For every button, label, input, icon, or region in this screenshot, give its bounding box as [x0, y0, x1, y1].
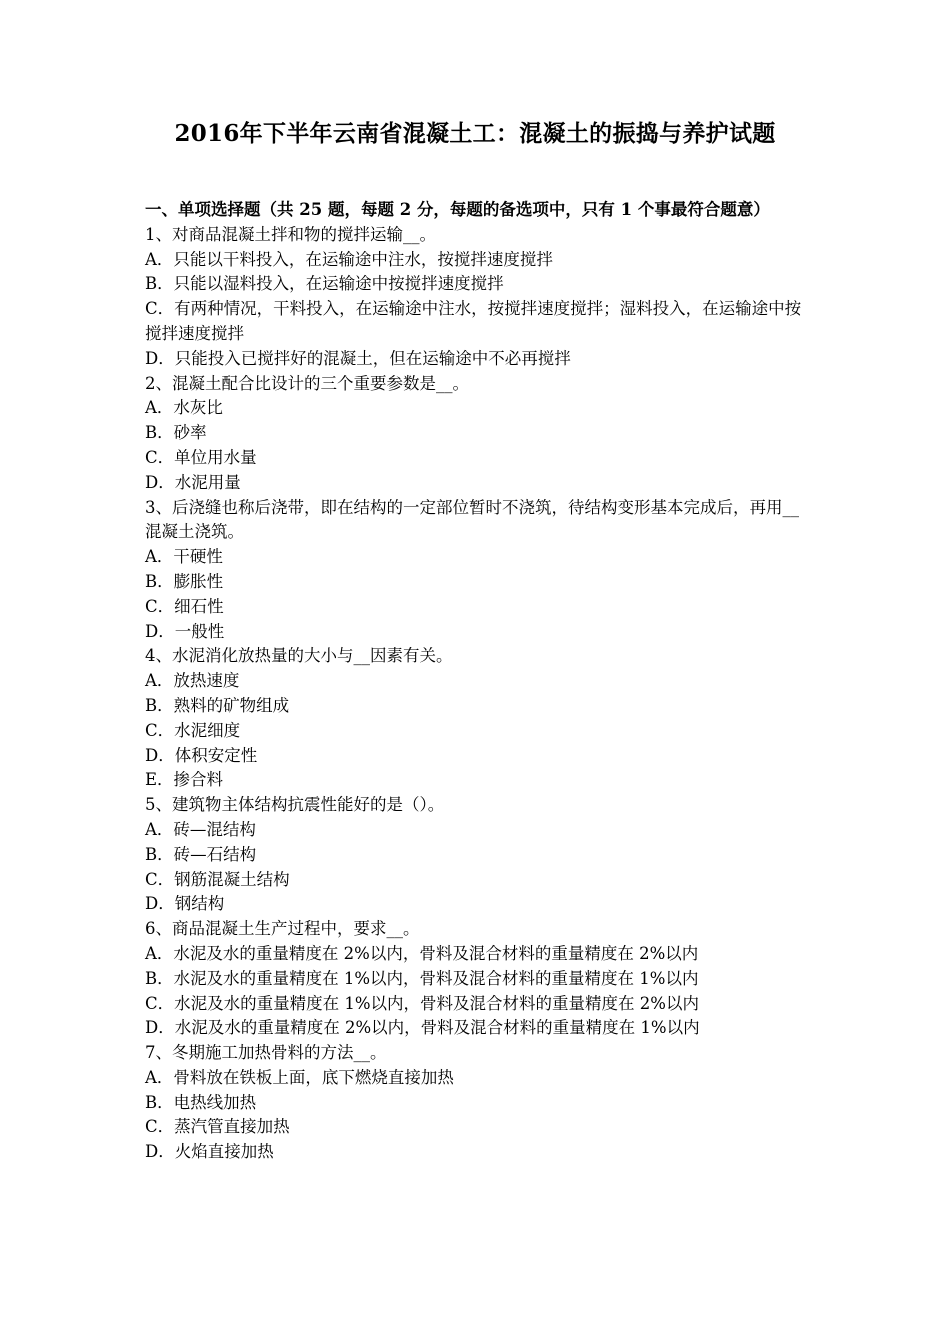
question-stem: 6、商品混凝土生产过程中，要求__。	[145, 919, 420, 939]
option-a: A．骨料放在铁板上面，底下燃烧直接加热	[145, 1067, 454, 1087]
question-5	[145, 793, 810, 917]
question-1	[145, 223, 810, 372]
question-6	[145, 917, 810, 1041]
option-e: E．掺合料	[145, 770, 224, 790]
option-a: A．水灰比	[145, 398, 223, 418]
question-stem: 1、对商品混凝土拌和物的搅拌运输__。	[145, 224, 436, 244]
option-b: B．砂率	[145, 423, 207, 443]
option-d: D．体积安定性	[145, 745, 258, 765]
option-d: D．水泥及水的重量精度在 2%以内，骨料及混合材料的重量精度在 1%以内	[145, 1018, 700, 1038]
question-3	[145, 496, 810, 645]
option-c: C．水泥及水的重量精度在 1%以内，骨料及混合材料的重量精度在 2%以内	[145, 993, 699, 1013]
document-title: 2016年下半年云南省混凝土工：混凝土的振捣与养护试题	[174, 120, 776, 147]
option-a: A．放热速度	[145, 671, 240, 691]
option-a: A．只能以干料投入，在运输途中注水，按搅拌速度搅拌	[145, 249, 553, 269]
question-stem: 7、冬期施工加热骨料的方法__。	[145, 1043, 387, 1063]
option-b: B．砖—石结构	[145, 844, 257, 864]
option-b: B．膨胀性	[145, 571, 224, 591]
option-c: C．单位用水量	[145, 447, 257, 467]
section-heading: 一、单项选择题（共 25 题，每题 2 分，每题的备选项中，只有 1 个事最符合题意）	[145, 200, 770, 219]
option-c: C．有两种情况，干料投入，在运输途中注水，按搅拌速度搅拌；湿料投入，在运输途中按搅拌速度搅拌	[145, 299, 802, 343]
option-b: B．水泥及水的重量精度在 1%以内，骨料及混合材料的重量精度在 1%以内	[145, 968, 699, 988]
option-d: D．钢结构	[145, 894, 225, 914]
question-stem: 4、水泥消化放热量的大小与__因素有关。	[145, 646, 453, 666]
option-c: C．细石性	[145, 596, 224, 616]
option-d: D．火焰直接加热	[145, 1142, 274, 1162]
option-d: D．只能投入已搅拌好的混凝土，但在运输途中不必再搅拌	[145, 348, 571, 368]
question-list	[145, 198, 810, 1165]
option-a: A．砖—混结构	[145, 819, 256, 839]
question-stem: 3、后浇缝也称后浇带，即在结构的一定部位暂时不浇筑，待结构变形基本完成后，再用__混凝土浇筑。	[145, 497, 799, 542]
option-a: A．干硬性	[145, 547, 223, 567]
option-b: B．熟料的矿物组成	[145, 695, 290, 715]
option-c: C．钢筋混凝土结构	[145, 869, 290, 889]
option-d: D．水泥用量	[145, 472, 241, 492]
option-a: A．水泥及水的重量精度在 2%以内，骨料及混合材料的重量精度在 2%以内	[145, 943, 699, 963]
question-7	[145, 1041, 810, 1165]
option-b: B．只能以湿料投入，在运输途中按搅拌速度搅拌	[145, 274, 504, 294]
question-stem: 5、建筑物主体结构抗震性能好的是（）。	[145, 795, 445, 815]
option-d: D．一般性	[145, 621, 225, 641]
option-c: C．蒸汽管直接加热	[145, 1117, 290, 1137]
question-2	[145, 372, 810, 496]
option-b: B．电热线加热	[145, 1092, 257, 1112]
question-stem: 2、混凝土配合比设计的三个重要参数是__。	[145, 373, 469, 393]
question-4	[145, 644, 810, 793]
option-c: C．水泥细度	[145, 720, 241, 740]
